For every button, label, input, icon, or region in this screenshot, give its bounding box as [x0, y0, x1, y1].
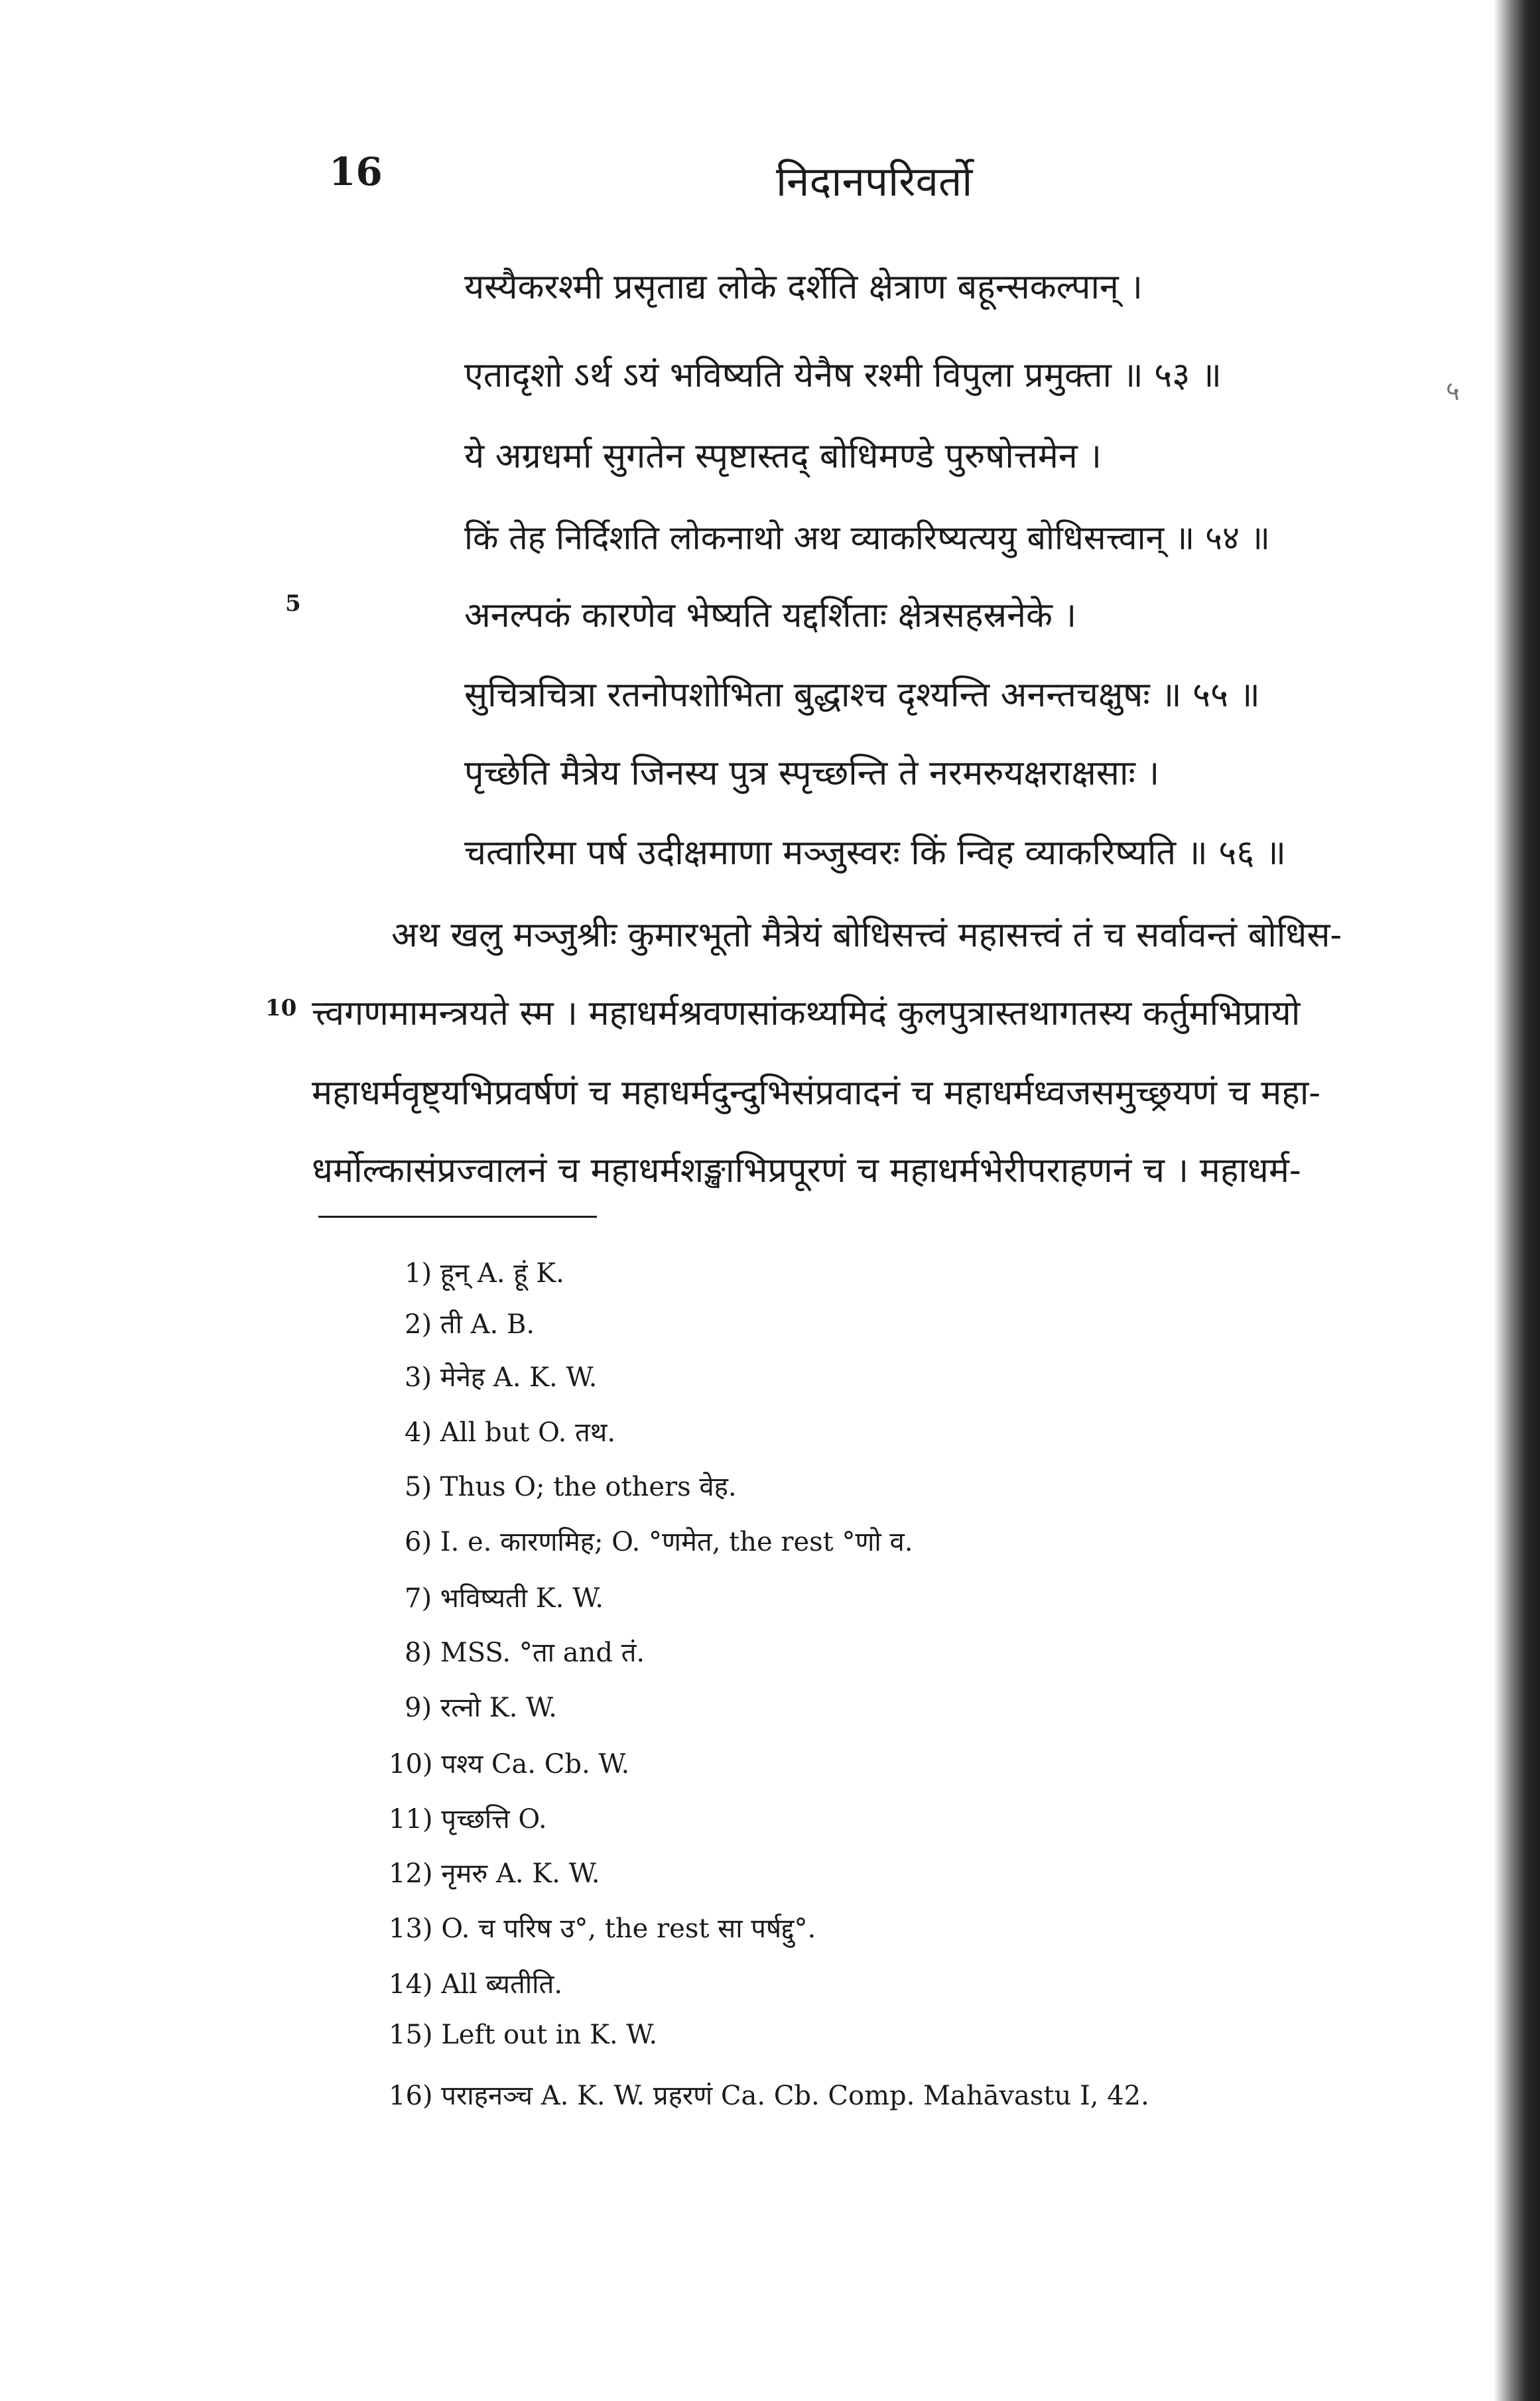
verse-line: सुचित्रचित्रा रतनोपशोभिता बुद्धाश्च दृश्यन्ति अनन्तचक्षुषः ॥ ५५ ॥	[464, 675, 1260, 715]
verse-line: ये अग्रधर्मा सुगतेन स्पृष्टास्तद् बोधिमण्डे पुरुषोत्तमेन ।	[464, 436, 1102, 476]
prose-line: अथ खलु मञ्जुश्रीः कुमारभूतो मैत्रेयं बोधिसत्त्वं महासत्त्वं तं च सर्वावन्तं बोधिस-	[391, 915, 1342, 955]
verse-line: एतादृशो ऽर्थ ऽयं भविष्यति येनैष रश्मी विपुला प्रमुक्ता ॥ ५३ ॥	[464, 356, 1222, 395]
running-title: निदानपरिवर्तो	[776, 157, 973, 206]
footnote: 6) I. e. कारणमिह; O. °णमेत, the rest °णो व.	[405, 1527, 913, 1557]
footnote: 14) All ब्यतीति.	[389, 1969, 563, 2000]
page-number: 16	[329, 149, 383, 194]
margin-note: ५	[1446, 376, 1460, 407]
footnote: 7) भविष्यती K. W.	[405, 1583, 604, 1614]
line-number-5: 5	[285, 590, 301, 617]
prose-line: महाधर्मवृष्ट्यभिप्रवर्षणं च महाधर्मदुन्दुभिसंप्रवादनं च महाधर्मध्वजसमुच्छ्रयणं च महा-	[312, 1073, 1320, 1113]
line-number-10: 10	[265, 995, 297, 1021]
footnote: 3) मेनेह A. K. W.	[405, 1362, 598, 1393]
verse-line: यस्यैकरश्मी प्रसृताद्य लोके दर्शेति क्षेत्राण बहून्सकल्पान् ।	[464, 267, 1143, 307]
footnote: 16) पराहनञ्च A. K. W. प्रहरणं Ca. Cb. Comp. Mahāvastu I, 42.	[389, 2081, 1149, 2111]
footnote: 4) All but O. तथ.	[405, 1417, 616, 1448]
verse-line: चत्वारिमा पर्ष उदीक्षमाणा मञ्जुस्वरः किं न्विह व्याकरिष्यति ॥ ५६ ॥	[464, 833, 1287, 873]
footnote: 11) पृच्छत्ति O.	[389, 1804, 547, 1835]
footnote: 1) हून् A. हूं K.	[405, 1258, 564, 1289]
verse-line: किं तेह निर्दिशति लोकनाथो अथ व्याकरिष्यत्ययु बोधिसत्त्वान् ॥ ५४ ॥	[464, 519, 1270, 557]
footnote: 5) Thus O; the others वेह.	[405, 1472, 737, 1502]
footnote: 13) O. च परिष उ°, the rest सा पर्षद्दु°.	[389, 1914, 816, 1944]
verse-line: अनल्पकं कारणेव भेष्यति यद्दर्शिताः क्षेत्रसहस्रनेके ।	[464, 596, 1077, 635]
footnote: 8) MSS. °ता and तं.	[405, 1638, 645, 1668]
footnote: 15) Left out in K. W.	[389, 2020, 658, 2050]
footnote: 9) रत्नो K. W.	[405, 1693, 557, 1723]
footnote: 2) ती A. B.	[405, 1309, 535, 1340]
binding-shadow	[1494, 0, 1540, 2401]
footnote-rule	[318, 1216, 597, 1218]
prose-line: त्त्वगणमामन्त्रयते स्म । महाधर्मश्रवणसांकथ्यमिदं कुलपुत्रास्तथागतस्य कर्तुमभिप्रायो	[312, 994, 1301, 1033]
footnote: 10) पश्य Ca. Cb. W.	[389, 1749, 630, 1780]
footnote: 12) नृमरु A. K. W.	[389, 1858, 600, 1889]
verse-line: पृच्छेति मैत्रेय जिनस्य पुत्र स्पृच्छन्ति ते नरमरुयक्षराक्षसाः ।	[464, 753, 1160, 793]
prose-line: धर्मोल्कासंप्रज्वालनं च महाधर्मशङ्खाभिप्रपूरणं च महाधर्मभेरीपराहणनं च । महाधर्म-	[312, 1151, 1301, 1191]
